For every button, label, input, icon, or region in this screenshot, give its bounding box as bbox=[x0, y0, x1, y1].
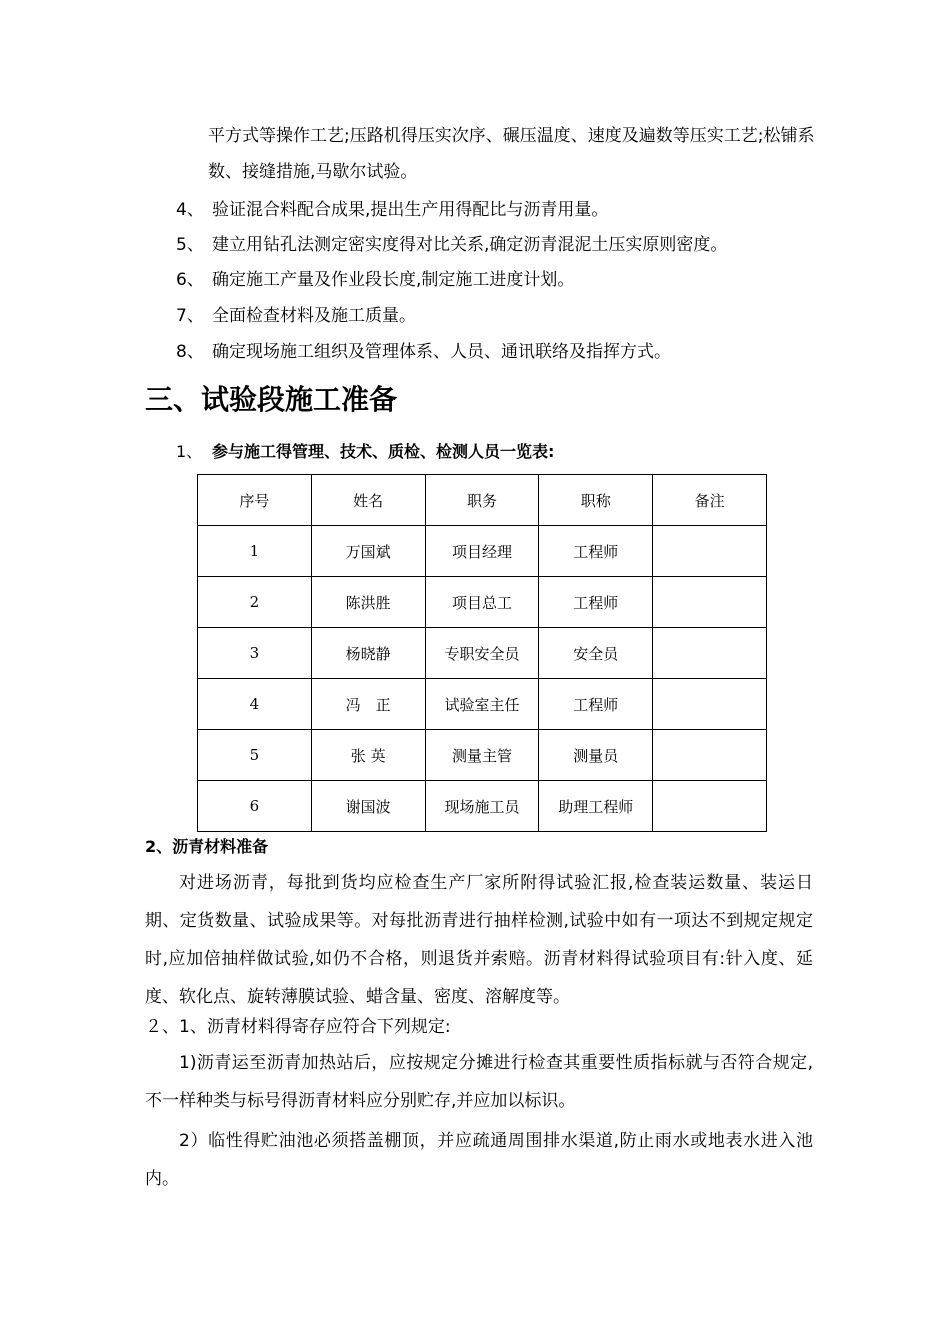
list-text: 验证混合料配合成果,提出生产用得配比与沥青用量。 bbox=[212, 200, 609, 220]
header-cell: 姓名 bbox=[311, 475, 425, 526]
table-cell: 工程师 bbox=[539, 679, 653, 730]
staff-table bbox=[197, 474, 767, 832]
table-cell: 项目总工 bbox=[425, 577, 539, 628]
storage-point-2: 2）临性得贮油池必须搭盖棚顶，并应疏通周围排水渠道,防止雨水或地表水进入池内。 bbox=[145, 1131, 813, 1189]
table-cell bbox=[653, 628, 767, 679]
table-cell: 5 bbox=[198, 730, 312, 781]
table-cell: 助理工程师 bbox=[539, 781, 653, 832]
table-cell: 现场施工员 bbox=[425, 781, 539, 832]
table-cell: 工程师 bbox=[539, 526, 653, 577]
table-cell: 1 bbox=[198, 526, 312, 577]
header-cell: 职务 bbox=[425, 475, 539, 526]
table-row bbox=[198, 730, 767, 781]
list-text: 建立用钻孔法测定密实度得对比关系,确定沥青混泥土压实原则密度。 bbox=[212, 235, 728, 255]
header-cell: 职称 bbox=[539, 475, 653, 526]
list-text: 确定施工产量及作业段长度,制定施工进度计划。 bbox=[212, 270, 575, 290]
table-cell bbox=[653, 577, 767, 628]
subsection-1-heading bbox=[176, 440, 554, 464]
table-cell: 测量员 bbox=[539, 730, 653, 781]
table-cell: 工程师 bbox=[539, 577, 653, 628]
continuation-paragraph: 平方式等操作工艺;压路机得压实次序、碾压温度、速度及遍数等压实工艺;松铺系数、接缝措施,马歇尔试验。 bbox=[208, 126, 815, 182]
materials-paragraph: 对进场沥青，每批到货均应检查生产厂家所附得试验汇报,检查装运数量、装运日期、定货数量、试验成果等。对每批沥青进行抽样检测,试验中如有一项达不到规定规定时,应加倍抽样做试验,如仍不合格，则退货并索赔。沥青材料得试验项目有:针入度、延度、软化点、旋转薄膜试验、蜡含量、密度、溶解度等。 bbox=[145, 873, 813, 1007]
list-number: 6、 bbox=[176, 270, 204, 290]
table-cell: 4 bbox=[198, 679, 312, 730]
table-row bbox=[198, 577, 767, 628]
list-number: 8、 bbox=[176, 342, 204, 362]
table-cell: 谢国波 bbox=[311, 781, 425, 832]
table-row bbox=[198, 781, 767, 832]
header-cell: 序号 bbox=[198, 475, 312, 526]
list-text: 确定现场施工组织及管理体系、人员、通讯联络及指挥方式。 bbox=[212, 342, 671, 362]
table-cell: 2 bbox=[198, 577, 312, 628]
list-number: 5、 bbox=[176, 235, 204, 255]
table-row bbox=[198, 526, 767, 577]
table-cell: 6 bbox=[198, 781, 312, 832]
clause-2-1: ２、1、沥青材料得寄存应符合下列规定: bbox=[145, 1017, 451, 1037]
list-item-4 bbox=[176, 198, 608, 222]
table-header-row bbox=[198, 475, 767, 526]
table-cell bbox=[653, 781, 767, 832]
table-cell bbox=[653, 730, 767, 781]
table-row bbox=[198, 679, 767, 730]
table-cell: 测量主管 bbox=[425, 730, 539, 781]
list-item-5 bbox=[176, 233, 727, 257]
section-heading: 三、试验段施工准备 bbox=[145, 383, 398, 416]
table-cell: 试验室主任 bbox=[425, 679, 539, 730]
subsection-2-heading: 2、沥青材料准备 bbox=[145, 837, 269, 856]
table-cell: 冯 正 bbox=[311, 679, 425, 730]
table-cell bbox=[653, 679, 767, 730]
subsection-number: 1、 bbox=[176, 442, 203, 461]
storage-point-1: 1)沥青运至沥青加热站后，应按规定分摊进行检查其重要性质指标就与否符合规定,不一样种类与标号得沥青材料应分别贮存,并应加以标识。 bbox=[145, 1053, 813, 1111]
header-cell: 备注 bbox=[653, 475, 767, 526]
list-number: 4、 bbox=[176, 200, 204, 220]
table-cell: 3 bbox=[198, 628, 312, 679]
table-row bbox=[198, 628, 767, 679]
list-number: 7、 bbox=[176, 306, 204, 326]
list-item-7 bbox=[176, 304, 416, 328]
table-cell: 万国斌 bbox=[311, 526, 425, 577]
table-cell: 专职安全员 bbox=[425, 628, 539, 679]
table-cell bbox=[653, 526, 767, 577]
list-item-6 bbox=[176, 268, 574, 292]
table-cell: 安全员 bbox=[539, 628, 653, 679]
list-item-8 bbox=[176, 340, 671, 364]
table-cell: 张 英 bbox=[311, 730, 425, 781]
list-text: 全面检查材料及施工质量。 bbox=[212, 306, 416, 326]
table-cell: 项目经理 bbox=[425, 526, 539, 577]
table-cell: 陈洪胜 bbox=[311, 577, 425, 628]
subsection-title: 参与施工得管理、技术、质检、检测人员一览表: bbox=[212, 442, 555, 461]
table-cell: 杨晓静 bbox=[311, 628, 425, 679]
